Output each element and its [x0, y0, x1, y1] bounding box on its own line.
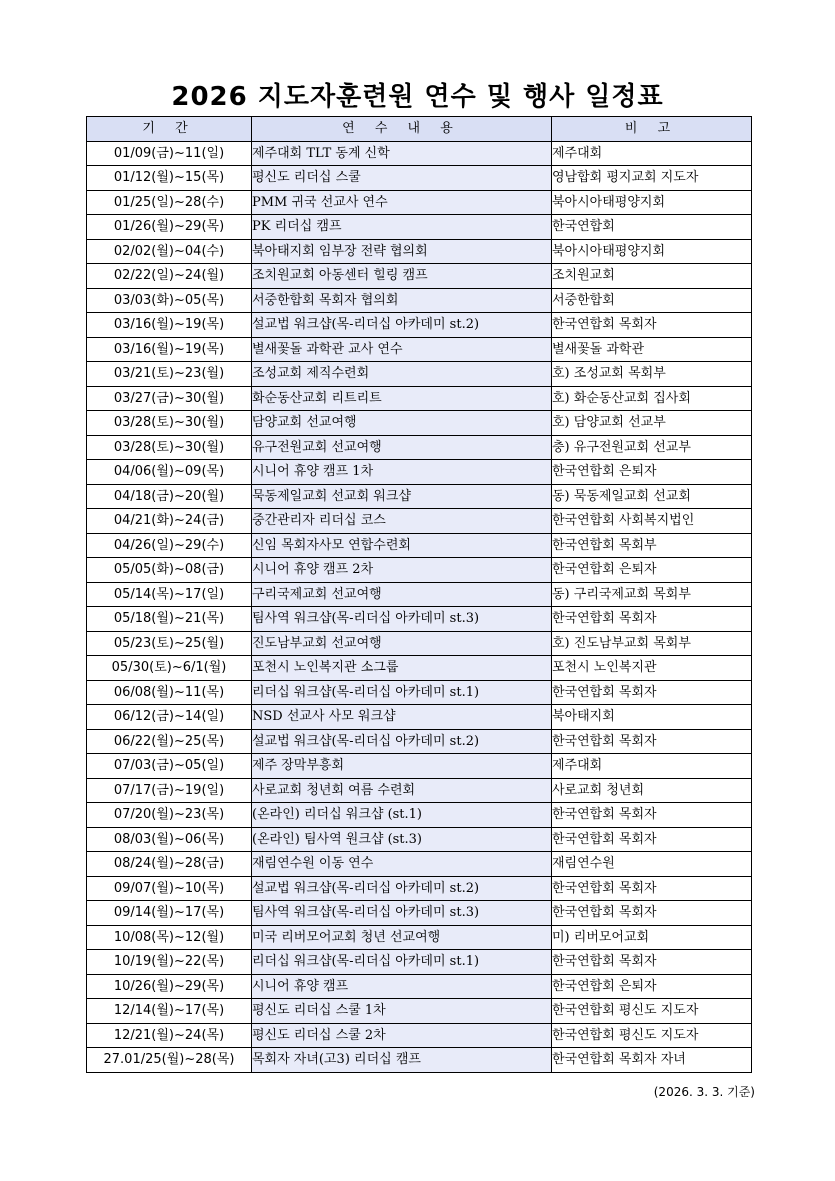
- period-cell: 05/18(월)~21(목): [87, 607, 252, 632]
- period-cell: 03/27(금)~30(월): [87, 386, 252, 411]
- period-cell: 03/16(월)~19(목): [87, 313, 252, 338]
- period-cell: 07/03(금)~05(일): [87, 754, 252, 779]
- content-cell: 별새꽃돌 과학관 교사 연수: [252, 337, 552, 362]
- table-row: [87, 533, 752, 558]
- content-cell: 평신도 리더십 스쿨 1차: [252, 999, 552, 1024]
- content-cell: 담양교회 선교여행: [252, 411, 552, 436]
- period-cell: 07/20(월)~23(목): [87, 803, 252, 828]
- period-cell: 03/28(토)~30(월): [87, 435, 252, 460]
- period-cell: 01/25(일)~28(수): [87, 190, 252, 215]
- content-cell: NSD 선교사 사모 워크샵: [252, 705, 552, 730]
- note-cell: 한국연합회 목회부: [552, 533, 752, 558]
- note-cell: 한국연합회 은퇴자: [552, 460, 752, 485]
- period-cell: 10/19(월)~22(목): [87, 950, 252, 975]
- table-row: [87, 239, 752, 264]
- period-cell: 10/08(목)~12(월): [87, 925, 252, 950]
- content-cell: 제주대회 TLT 동계 신학: [252, 141, 552, 166]
- period-cell: 04/21(화)~24(금): [87, 509, 252, 534]
- period-cell: 06/22(월)~25(목): [87, 729, 252, 754]
- content-cell: PK 리더십 캠프: [252, 215, 552, 240]
- table-row: [87, 631, 752, 656]
- note-cell: 한국연합회 목회자: [552, 729, 752, 754]
- note-cell: 동) 구리국제교회 목회부: [552, 582, 752, 607]
- period-cell: 06/08(월)~11(목): [87, 680, 252, 705]
- note-cell: 한국연합회 목회자: [552, 827, 752, 852]
- content-cell: 북아태지회 임부장 전략 협의회: [252, 239, 552, 264]
- page-title: 2026 지도자훈련원 연수 및 행사 일정표: [171, 82, 664, 112]
- note-cell: 호) 조성교회 목회부: [552, 362, 752, 387]
- note-cell: 한국연합회 목회자: [552, 901, 752, 926]
- content-cell: 포천시 노인복지관 소그룹: [252, 656, 552, 681]
- note-cell: 한국연합회 목회자: [552, 607, 752, 632]
- table-row: [87, 680, 752, 705]
- period-cell: 09/07(월)~10(목): [87, 876, 252, 901]
- note-cell: 한국연합회 목회자: [552, 313, 752, 338]
- content-cell: 목회자 자녀(고3) 리더십 캠프: [252, 1048, 552, 1073]
- content-cell: 서중한합회 목회자 협의회: [252, 288, 552, 313]
- table-row: [87, 386, 752, 411]
- period-cell: 02/22(일)~24(월): [87, 264, 252, 289]
- period-cell: 04/26(일)~29(수): [87, 533, 252, 558]
- table-row: [87, 656, 752, 681]
- content-cell: 제주 장막부흥회: [252, 754, 552, 779]
- content-cell: (온라인) 리더십 워크샵 (st.1): [252, 803, 552, 828]
- note-cell: 별새꽃돌 과학관: [552, 337, 752, 362]
- table-row: [87, 999, 752, 1024]
- table-row: [87, 582, 752, 607]
- content-cell: 설교법 워크샵(목-리더십 아카데미 st.2): [252, 729, 552, 754]
- table-row: [87, 141, 752, 166]
- header-content: 연 수 내 용: [252, 117, 552, 142]
- table-row: [87, 925, 752, 950]
- period-cell: 02/02(월)~04(수): [87, 239, 252, 264]
- content-cell: 중간관리자 리더십 코스: [252, 509, 552, 534]
- table-row: [87, 778, 752, 803]
- content-cell: 조성교회 제직수련회: [252, 362, 552, 387]
- table-row: [87, 754, 752, 779]
- note-cell: 한국연합회 목회자: [552, 950, 752, 975]
- note-cell: 포천시 노인복지관: [552, 656, 752, 681]
- table-row: [87, 460, 752, 485]
- period-cell: 10/26(월)~29(목): [87, 974, 252, 999]
- period-cell: 03/16(월)~19(목): [87, 337, 252, 362]
- note-cell: 한국연합회 목회자: [552, 680, 752, 705]
- content-cell: 팀사역 워크샵(목-리더십 아카데미 st.3): [252, 607, 552, 632]
- content-cell: 미국 리버모어교회 청년 선교여행: [252, 925, 552, 950]
- period-cell: 04/06(월)~09(목): [87, 460, 252, 485]
- table-row: [87, 950, 752, 975]
- note-cell: 북아태지회: [552, 705, 752, 730]
- content-cell: 시니어 휴양 캠프: [252, 974, 552, 999]
- table-row: [87, 974, 752, 999]
- period-cell: 01/12(월)~15(목): [87, 166, 252, 191]
- note-cell: 한국연합회: [552, 215, 752, 240]
- period-cell: 12/21(월)~24(목): [87, 1023, 252, 1048]
- table-row: [87, 509, 752, 534]
- period-cell: 27.01/25(월)~28(목): [87, 1048, 252, 1073]
- table-row: [87, 337, 752, 362]
- table-row: [87, 435, 752, 460]
- table-row: [87, 558, 752, 583]
- period-cell: 05/30(토)~6/1(월): [87, 656, 252, 681]
- note-cell: 사로교회 청년회: [552, 778, 752, 803]
- table-row: [87, 1048, 752, 1073]
- content-cell: 평신도 리더십 스쿨: [252, 166, 552, 191]
- period-cell: 03/28(토)~30(월): [87, 411, 252, 436]
- period-cell: 01/09(금)~11(일): [87, 141, 252, 166]
- period-cell: 12/14(월)~17(목): [87, 999, 252, 1024]
- note-cell: 호) 화순동산교회 집사회: [552, 386, 752, 411]
- content-cell: 조치원교회 아동센터 힐링 캠프: [252, 264, 552, 289]
- content-cell: 팀사역 워크샵(목-리더십 아카데미 st.3): [252, 901, 552, 926]
- note-cell: 제주대회: [552, 754, 752, 779]
- content-cell: 구리국제교회 선교여행: [252, 582, 552, 607]
- content-cell: PMM 귀국 선교사 연수: [252, 190, 552, 215]
- period-cell: 03/03(화)~05(목): [87, 288, 252, 313]
- period-cell: 07/17(금)~19(일): [87, 778, 252, 803]
- note-cell: 한국연합회 은퇴자: [552, 974, 752, 999]
- content-cell: 시니어 휴양 캠프 2차: [252, 558, 552, 583]
- content-cell: 평신도 리더십 스쿨 2차: [252, 1023, 552, 1048]
- note-cell: 한국연합회 사회복지법인: [552, 509, 752, 534]
- content-cell: 시니어 휴양 캠프 1차: [252, 460, 552, 485]
- content-cell: 리더십 워크샵(목-리더십 아카데미 st.1): [252, 680, 552, 705]
- table-row: [87, 729, 752, 754]
- content-cell: 설교법 워크샵(목-리더십 아카데미 st.2): [252, 876, 552, 901]
- period-cell: 09/14(월)~17(목): [87, 901, 252, 926]
- period-cell: 05/23(토)~25(월): [87, 631, 252, 656]
- period-cell: 06/12(금)~14(일): [87, 705, 252, 730]
- note-cell: 재림연수원: [552, 852, 752, 877]
- note-cell: 동) 묵동제일교회 선교회: [552, 484, 752, 509]
- content-cell: 신임 목회자사모 연합수련회: [252, 533, 552, 558]
- table-row: [87, 803, 752, 828]
- table-row: [87, 166, 752, 191]
- table-body: [87, 141, 752, 1072]
- table-row: [87, 1023, 752, 1048]
- table-row: [87, 901, 752, 926]
- content-cell: 사로교회 청년회 여름 수련회: [252, 778, 552, 803]
- note-cell: 영남합회 평지교회 지도자: [552, 166, 752, 191]
- table-row: [87, 190, 752, 215]
- note-cell: 미) 리버모어교회: [552, 925, 752, 950]
- basis-date-note: (2026. 3. 3. 기준): [653, 1085, 755, 1099]
- note-cell: 한국연합회 평신도 지도자: [552, 1023, 752, 1048]
- period-cell: 01/26(월)~29(목): [87, 215, 252, 240]
- period-cell: 03/21(토)~23(월): [87, 362, 252, 387]
- content-cell: 유구전원교회 선교여행: [252, 435, 552, 460]
- note-cell: 한국연합회 목회자: [552, 803, 752, 828]
- header-note: 비 고: [552, 117, 752, 142]
- table-row: [87, 852, 752, 877]
- period-cell: 08/24(월)~28(금): [87, 852, 252, 877]
- content-cell: 리더십 워크샵(목-리더십 아카데미 st.1): [252, 950, 552, 975]
- content-cell: (온라인) 팀사역 원크샵 (st.3): [252, 827, 552, 852]
- table-row: [87, 705, 752, 730]
- note-cell: 한국연합회 은퇴자: [552, 558, 752, 583]
- note-cell: 한국연합회 목회자 자녀: [552, 1048, 752, 1073]
- period-cell: 05/05(화)~08(금): [87, 558, 252, 583]
- note-cell: 충) 유구전원교회 선교부: [552, 435, 752, 460]
- note-cell: 호) 진도남부교회 목회부: [552, 631, 752, 656]
- content-cell: 진도남부교회 선교여행: [252, 631, 552, 656]
- note-cell: 조치원교회: [552, 264, 752, 289]
- table-row: [87, 362, 752, 387]
- note-cell: 서중한합회: [552, 288, 752, 313]
- period-cell: 08/03(월)~06(목): [87, 827, 252, 852]
- table-row: [87, 264, 752, 289]
- note-cell: 제주대회: [552, 141, 752, 166]
- table-row: [87, 607, 752, 632]
- content-cell: 재림연수원 이동 연수: [252, 852, 552, 877]
- table-row: [87, 411, 752, 436]
- table-row: [87, 215, 752, 240]
- table-row: [87, 876, 752, 901]
- table-row: [87, 484, 752, 509]
- note-cell: 한국연합회 목회자: [552, 876, 752, 901]
- note-cell: 한국연합회 평신도 지도자: [552, 999, 752, 1024]
- table-header-row: [87, 117, 752, 142]
- content-cell: 설교법 워크샵(목-리더십 아카데미 st.2): [252, 313, 552, 338]
- period-cell: 05/14(목)~17(일): [87, 582, 252, 607]
- note-cell: 호) 담양교회 선교부: [552, 411, 752, 436]
- content-cell: 묵동제일교회 선교회 워크샵: [252, 484, 552, 509]
- note-cell: 북아시아태평양지회: [552, 239, 752, 264]
- note-cell: 북아시아태평양지회: [552, 190, 752, 215]
- content-cell: 화순동산교회 리트리트: [252, 386, 552, 411]
- table-row: [87, 827, 752, 852]
- table-row: [87, 288, 752, 313]
- schedule-table: [86, 116, 752, 1073]
- table-row: [87, 313, 752, 338]
- header-period: 기 간: [87, 117, 252, 142]
- period-cell: 04/18(금)~20(월): [87, 484, 252, 509]
